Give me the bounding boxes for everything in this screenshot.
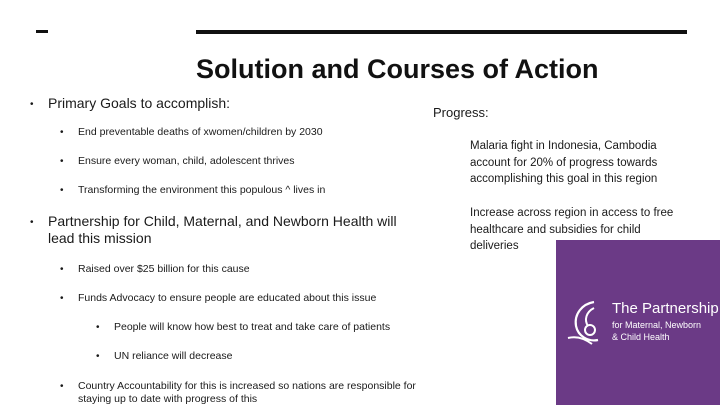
goal-item-text: Transforming the environment this populous ^ lives in	[78, 184, 326, 196]
decorative-dash	[36, 30, 48, 33]
partnership-subitem-text: People will know how best to treat and take care of patients	[114, 321, 391, 333]
partnership-item-text: Raised over $25 billion for this cause	[78, 263, 250, 275]
bullet-dot: •	[96, 322, 100, 333]
goal-item-text: Ensure every woman, child, adolescent thrives	[78, 155, 295, 167]
progress-item: Increase across region in access to free healthcare and subsidies for child deliveries	[470, 207, 674, 252]
bullet-dot: •	[60, 264, 64, 275]
slide-title: Solution and Courses of Action	[196, 54, 599, 84]
logo-subtitle-line: & Child Health	[612, 332, 670, 342]
bullet-dot: •	[60, 293, 64, 304]
progress-label: Progress:	[433, 105, 489, 120]
bullet-dot: •	[30, 99, 34, 110]
mother-child-logo-icon	[564, 298, 610, 346]
partnership-item-text: Funds Advocacy to ensure people are educated about this issue	[78, 292, 377, 304]
partnership-logo	[556, 240, 720, 405]
bullet-dot: •	[60, 156, 64, 167]
logo-title: The Partnership	[612, 300, 719, 317]
bullet-dot: •	[60, 127, 64, 138]
bullet-dot: •	[30, 217, 34, 228]
progress-item: Malaria fight in Indonesia, Cambodia account for 20% of progress towards accomplishing this goal in this region	[470, 140, 658, 185]
bullet-dot: •	[96, 351, 100, 362]
partnership-final-item-text: Country Accountability for this is increased so nations are responsible for staying up to date with progress of this	[78, 380, 416, 405]
title-rule	[196, 30, 687, 34]
logo-subtitle-line: for Maternal, Newborn	[612, 320, 702, 330]
goal-item-text: End preventable deaths of xwomen/children by 2030	[78, 126, 323, 138]
bullet-dot: •	[60, 381, 64, 392]
partnership-heading: Partnership for Child, Maternal, and Newborn Health will lead this mission	[48, 213, 397, 246]
bullet-dot: •	[60, 185, 64, 196]
goals-heading: Primary Goals to accomplish:	[48, 95, 231, 111]
partnership-subitem-text: UN reliance will decrease	[114, 350, 233, 362]
